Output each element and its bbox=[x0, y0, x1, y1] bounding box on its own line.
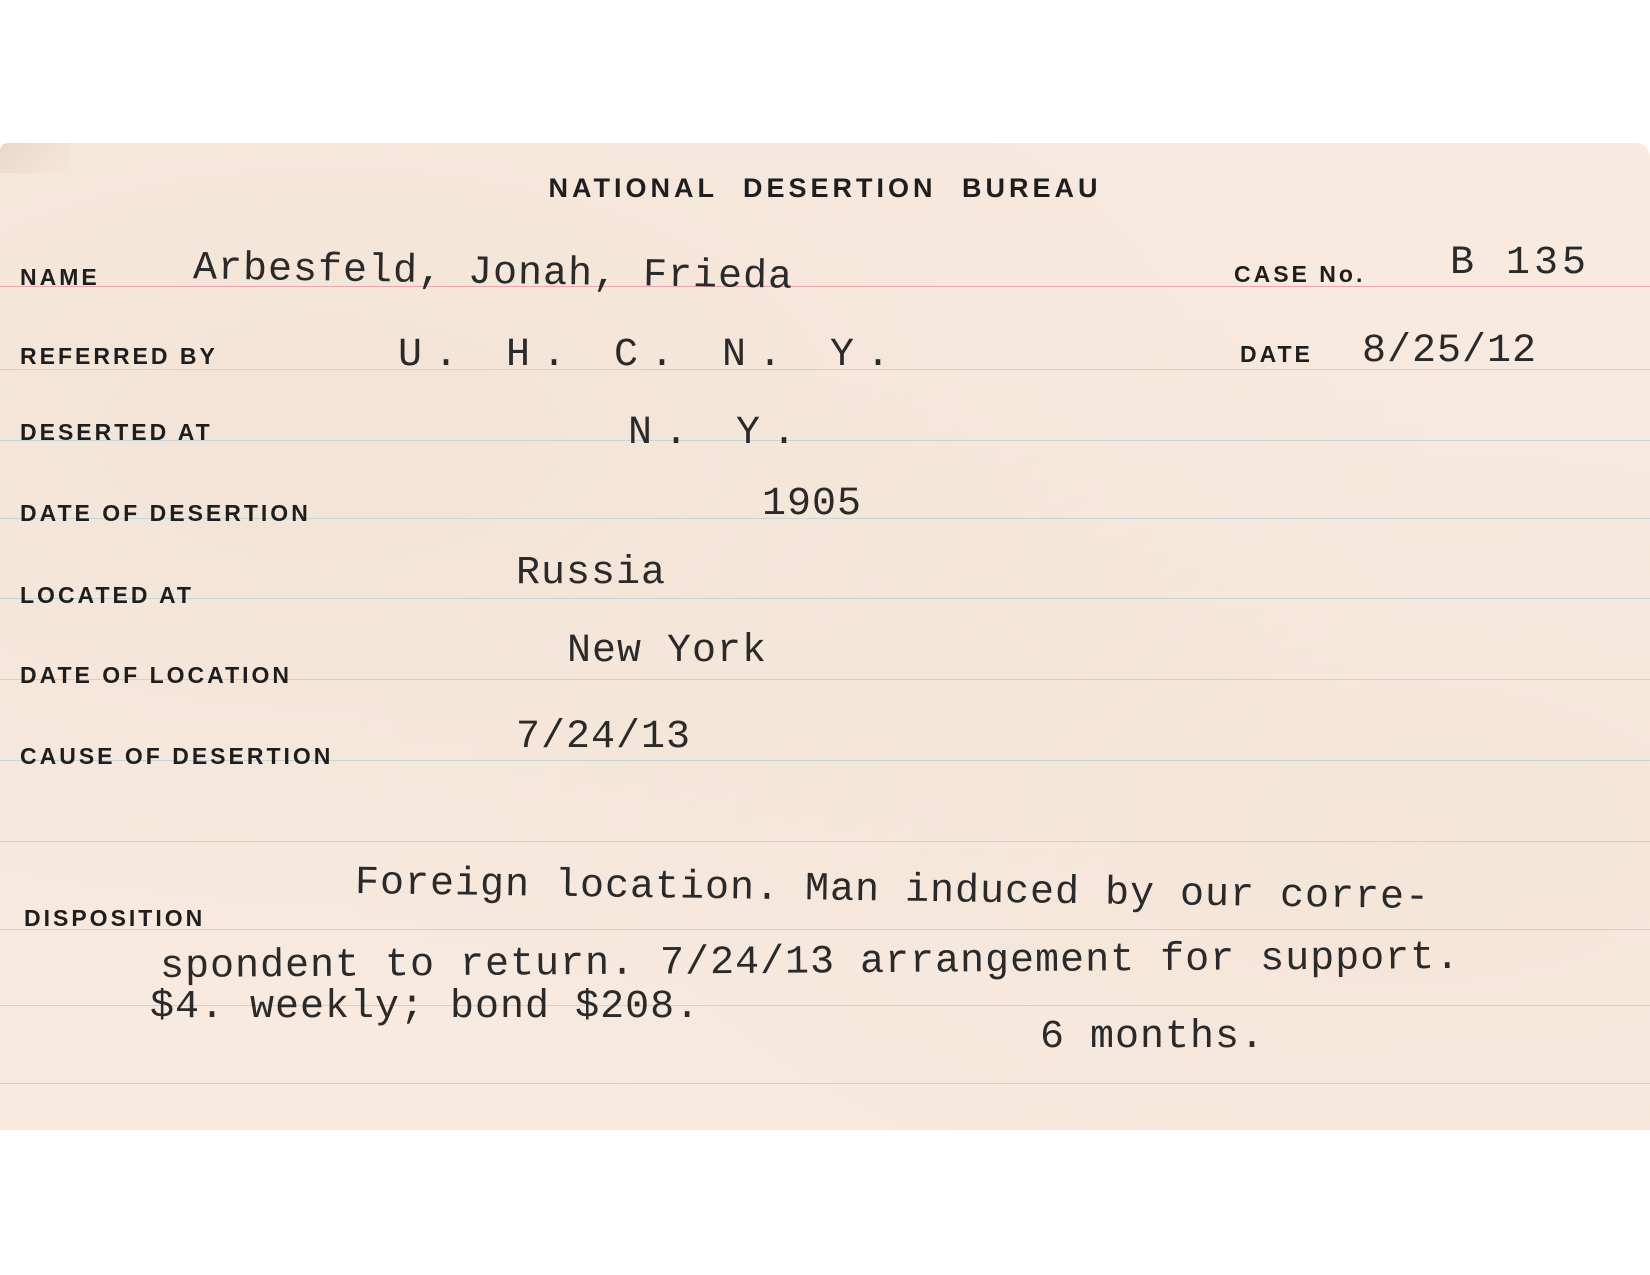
disposition-line-3: $4. weekly; bond $208. bbox=[150, 985, 701, 1030]
ruled-line bbox=[0, 440, 1650, 441]
disposition-line-4: 6 months. bbox=[1040, 1015, 1266, 1060]
date-of-location-value: New York bbox=[567, 629, 768, 674]
cause-of-desertion-label: CAUSE OF DESERTION bbox=[20, 743, 334, 769]
located-at-label: LOCATED AT bbox=[20, 582, 194, 608]
ruled-line bbox=[0, 841, 1650, 842]
ruled-line bbox=[0, 929, 1650, 930]
referred-by-value: U. H. C. N. Y. bbox=[398, 333, 903, 378]
index-card bbox=[0, 143, 1650, 1130]
deserted-at-label: DESERTED AT bbox=[20, 419, 213, 445]
date-label: DATE bbox=[1240, 341, 1313, 367]
ruled-line bbox=[0, 598, 1650, 599]
name-label: NAME bbox=[20, 264, 100, 290]
date-of-desertion-value: 1905 bbox=[762, 482, 863, 527]
disposition-line-1: Foreign location. Man induced by our corre- bbox=[354, 861, 1431, 922]
date-of-location-label: DATE OF LOCATION bbox=[20, 662, 293, 688]
case-no-value: B 135 bbox=[1450, 241, 1591, 286]
ruled-line bbox=[0, 1083, 1650, 1084]
date-of-desertion-label: DATE OF DESERTION bbox=[20, 500, 311, 526]
disposition-label: DISPOSITION bbox=[24, 905, 206, 931]
worn-corner bbox=[0, 143, 70, 173]
name-value: Arbesfeld, Jonah, Frieda bbox=[192, 246, 794, 301]
case-no-label: CASE No. bbox=[1234, 261, 1366, 287]
cause-of-desertion-value: 7/24/13 bbox=[516, 715, 692, 760]
referred-by-label: REFERRED BY bbox=[20, 343, 218, 369]
date-value: 8/25/12 bbox=[1362, 329, 1538, 374]
deserted-at-value: N. Y. bbox=[628, 411, 809, 456]
disposition-line-2: spondent to return. 7/24/13 arrangement for support. bbox=[159, 935, 1461, 990]
located-at-value: Russia bbox=[516, 551, 667, 596]
card-title: NATIONAL DESERTION BUREAU bbox=[548, 173, 1102, 203]
